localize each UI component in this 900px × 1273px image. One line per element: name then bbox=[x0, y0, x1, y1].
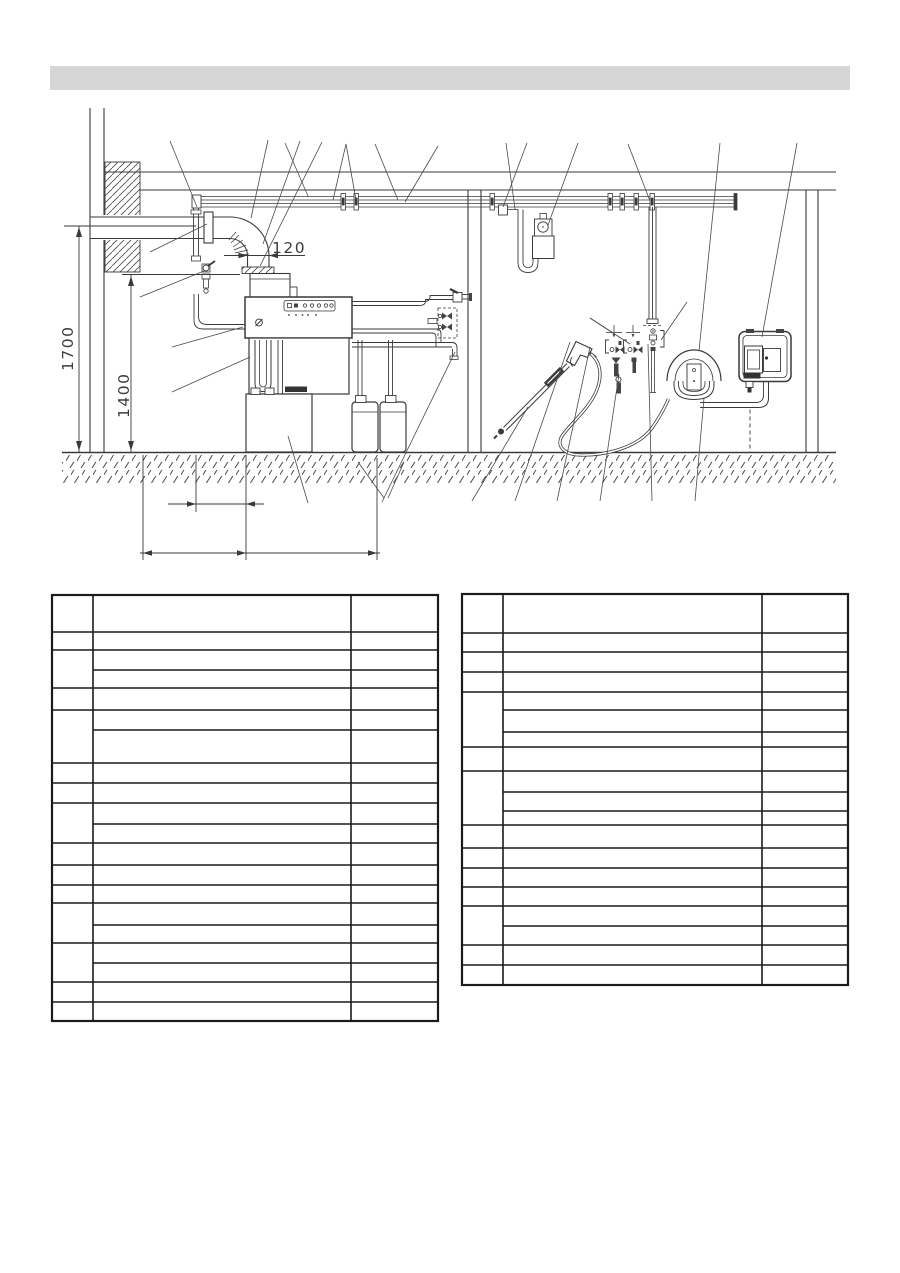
supply-pipe-run bbox=[192, 194, 737, 211]
machine-outlet-pipes bbox=[352, 289, 472, 360]
dim-1700-label: 1700 bbox=[59, 325, 77, 371]
arrow-up-icon bbox=[76, 227, 82, 237]
table-border bbox=[52, 595, 438, 1021]
dimension-1400 bbox=[115, 275, 240, 453]
arrow-down-icon bbox=[128, 441, 134, 451]
floor-hatch bbox=[62, 455, 836, 468]
fuel-tank bbox=[246, 387, 312, 453]
machine-frame bbox=[249, 338, 349, 394]
arrow-right-icon bbox=[187, 501, 196, 507]
detergent-canisters bbox=[352, 340, 406, 452]
wall-cabinet bbox=[700, 329, 791, 452]
arrow-up-icon bbox=[128, 276, 134, 286]
parts-table-left bbox=[52, 595, 438, 1021]
nozzle-tip bbox=[498, 429, 504, 435]
riser-pipe bbox=[643, 207, 663, 326]
dim-1400-label: 1400 bbox=[115, 372, 133, 418]
valve-fittings-set bbox=[606, 325, 665, 394]
arrow-right-icon bbox=[239, 253, 248, 259]
arrow-left-icon bbox=[246, 501, 255, 507]
shutoff-valves bbox=[442, 313, 452, 331]
pipe-couplings bbox=[192, 194, 737, 211]
arrow-right-icon bbox=[237, 550, 246, 556]
parts-table-right bbox=[462, 594, 848, 985]
machine-unit bbox=[245, 297, 352, 394]
tank-cap bbox=[285, 387, 307, 393]
gauge-unit bbox=[499, 205, 555, 273]
arrow-down-icon bbox=[76, 441, 82, 451]
arrow-right-icon bbox=[368, 550, 377, 556]
dim-120-label: 120 bbox=[272, 239, 307, 257]
hose-hanger bbox=[667, 350, 721, 400]
arrow-left-icon bbox=[143, 550, 152, 556]
floor-hatch bbox=[62, 470, 836, 483]
